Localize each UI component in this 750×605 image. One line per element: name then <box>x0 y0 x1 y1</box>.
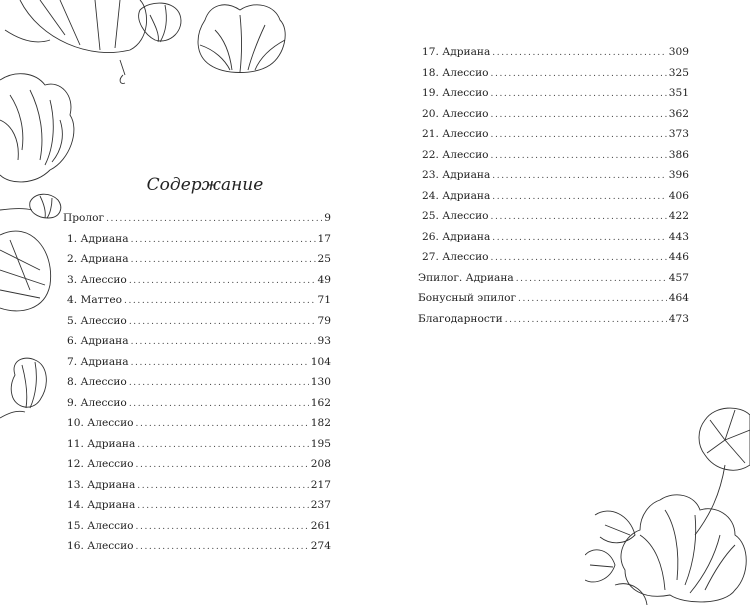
toc-entry-page: 162 <box>310 396 331 409</box>
toc-entry-page: 274 <box>310 540 331 552</box>
lotus-bud-illustration-left <box>0 190 70 430</box>
toc-entry-page: 17 <box>317 232 331 245</box>
toc-entry-label: 23. Адриана <box>422 169 491 181</box>
toc-leader-dots <box>129 312 316 333</box>
toc-leader-dots <box>137 435 308 456</box>
toc-leader-dots <box>131 250 316 271</box>
toc-entry-page: 130 <box>310 376 331 388</box>
toc-leader-dots <box>136 537 309 558</box>
toc-entry-page: 49 <box>317 273 331 286</box>
toc-entry-label: 22. Алессио <box>422 148 489 161</box>
toc-entry-label: 19. Алессио <box>422 87 489 99</box>
toc-entry-label: Пролог <box>63 212 105 224</box>
toc-leader-dots <box>516 269 667 290</box>
toc-leader-dots <box>129 271 316 292</box>
toc-entry[interactable] <box>418 227 689 248</box>
toc-entry[interactable] <box>63 372 331 393</box>
toc-entry[interactable] <box>63 352 331 373</box>
toc-entry-label: 6. Адриана <box>67 335 129 347</box>
toc-entry[interactable] <box>418 288 689 309</box>
toc-entry-label: Благодарности <box>418 312 503 325</box>
toc-entry[interactable] <box>418 145 689 166</box>
toc-leader-dots <box>136 455 309 476</box>
toc-entry-label: 27. Алессио <box>422 251 489 263</box>
toc-entry-page: 473 <box>668 312 689 325</box>
toc-entry[interactable] <box>63 434 331 455</box>
toc-leader-dots <box>129 373 309 394</box>
toc-entry[interactable] <box>63 393 331 414</box>
toc-entry-label: 13. Адриана <box>67 478 136 491</box>
toc-entry[interactable] <box>418 165 689 186</box>
toc-entry[interactable] <box>63 208 331 229</box>
toc-leader-dots <box>491 84 667 105</box>
toc-entry[interactable] <box>63 454 331 475</box>
toc-entry[interactable] <box>418 247 689 268</box>
toc-entry-label: 26. Адриана <box>422 230 491 243</box>
toc-entry[interactable] <box>418 104 689 125</box>
toc-entry-page: 217 <box>310 478 331 491</box>
toc-entry-page: 309 <box>668 46 689 58</box>
toc-entry-label: 12. Алессио <box>67 458 134 470</box>
toc-leader-dots <box>137 476 308 497</box>
toc-leader-dots <box>491 248 667 269</box>
lotus-flower-illustration-top-left <box>0 0 300 200</box>
toc-leader-dots <box>137 496 308 517</box>
toc-entry[interactable] <box>418 83 689 104</box>
toc-entry[interactable] <box>418 206 689 227</box>
toc-entry-page: 79 <box>317 314 331 327</box>
toc-leader-dots <box>129 394 309 415</box>
toc-entry-page: 182 <box>310 417 331 429</box>
toc-entry-label: 8. Алессио <box>67 376 127 388</box>
toc-entry[interactable] <box>63 249 331 270</box>
toc-leader-dots <box>491 146 667 167</box>
toc-entry-page: 446 <box>668 251 689 263</box>
toc-entry-label: 9. Алессио <box>67 396 127 409</box>
toc-leader-dots <box>136 517 309 538</box>
toc-entry-label: 24. Адриана <box>422 189 491 202</box>
toc-entry-page: 362 <box>668 107 689 120</box>
toc-entry-label: 15. Алессио <box>67 519 134 532</box>
toc-leader-dots <box>131 230 316 251</box>
toc-leader-dots <box>491 207 667 228</box>
toc-entry-label: 4. Маттео <box>67 294 123 306</box>
toc-entry-page: 406 <box>668 189 689 202</box>
toc-leader-dots <box>106 209 322 230</box>
toc-entry-page: 261 <box>310 519 331 532</box>
toc-entry-page: 195 <box>310 437 331 450</box>
toc-entry[interactable] <box>418 42 689 63</box>
toc-entry[interactable] <box>63 311 331 332</box>
toc-right-column <box>418 42 689 329</box>
toc-entry-label: Бонусный эпилог <box>418 292 517 304</box>
toc-entry-label: 2. Адриана <box>67 253 129 265</box>
lotus-flower-illustration-bottom-right <box>585 405 750 605</box>
toc-leader-dots <box>492 187 666 208</box>
toc-entry-page: 71 <box>317 294 331 306</box>
toc-entry[interactable] <box>63 229 331 250</box>
toc-entry-label: 3. Алессио <box>67 273 127 286</box>
toc-entry[interactable] <box>63 331 331 352</box>
toc-title: Содержание <box>146 175 264 195</box>
toc-entry-page: 208 <box>310 458 331 470</box>
toc-leader-dots <box>131 332 316 353</box>
toc-entry[interactable] <box>63 413 331 434</box>
toc-entry-label: 7. Адриана <box>67 355 129 368</box>
toc-entry[interactable] <box>418 186 689 207</box>
toc-leader-dots <box>518 289 667 310</box>
toc-leader-dots <box>136 414 309 435</box>
toc-entry[interactable] <box>63 536 331 557</box>
toc-leader-dots <box>491 64 667 85</box>
toc-entry-label: 14. Адриана <box>67 499 136 511</box>
toc-entry-page: 443 <box>668 230 689 243</box>
toc-entry-page: 396 <box>668 169 689 181</box>
toc-entry-page: 93 <box>317 335 331 347</box>
toc-entry-page: 373 <box>668 128 689 140</box>
toc-entry[interactable] <box>418 268 689 289</box>
toc-entry-label: 25. Алессио <box>422 210 489 222</box>
toc-entry[interactable] <box>418 124 689 145</box>
toc-entry[interactable] <box>63 495 331 516</box>
toc-entry-label: 10. Алессио <box>67 417 134 429</box>
toc-left-column <box>63 208 331 557</box>
toc-entry[interactable] <box>63 290 331 311</box>
toc-entry-label: 17. Адриана <box>422 46 491 58</box>
toc-leader-dots <box>491 105 667 126</box>
toc-entry[interactable] <box>63 516 331 537</box>
toc-entry-label: 18. Алессио <box>422 66 489 79</box>
toc-entry-page: 325 <box>668 66 689 79</box>
toc-entry-page: 9 <box>324 212 331 224</box>
toc-entry[interactable] <box>63 270 331 291</box>
toc-entry-label: Эпилог. Адриана <box>418 271 514 284</box>
toc-entry-label: 1. Адриана <box>67 232 129 245</box>
toc-entry-label: 20. Алессио <box>422 107 489 120</box>
toc-entry[interactable] <box>418 63 689 84</box>
toc-entry[interactable] <box>63 475 331 496</box>
toc-leader-dots <box>131 353 309 374</box>
toc-entry-page: 237 <box>310 499 331 511</box>
toc-entry-label: 21. Алессио <box>422 128 489 140</box>
toc-entry-page: 457 <box>668 271 689 284</box>
toc-entry-page: 351 <box>668 87 689 99</box>
toc-entry-label: 16. Алессио <box>67 540 134 552</box>
toc-entry-label: 11. Адриана <box>67 437 136 450</box>
toc-leader-dots <box>124 291 316 312</box>
toc-entry[interactable] <box>418 309 689 330</box>
toc-entry-page: 464 <box>668 292 689 304</box>
toc-leader-dots <box>492 43 666 64</box>
toc-entry-page: 104 <box>310 355 331 368</box>
toc-entry-label: 5. Алессио <box>67 314 127 327</box>
toc-leader-dots <box>492 166 666 187</box>
toc-entry-page: 422 <box>668 210 689 222</box>
toc-leader-dots <box>505 310 667 331</box>
toc-entry-page: 25 <box>317 253 331 265</box>
toc-entry-page: 386 <box>668 148 689 161</box>
toc-leader-dots <box>492 228 666 249</box>
toc-leader-dots <box>491 125 667 146</box>
